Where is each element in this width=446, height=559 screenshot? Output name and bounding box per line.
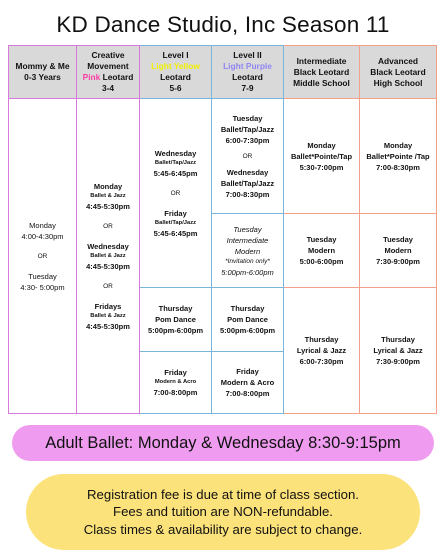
- leotard-color-yellow: Light Yellow: [151, 61, 200, 71]
- class-style: Pom Dance: [227, 315, 268, 324]
- column-intermediate: [284, 45, 360, 414]
- registration-line: Registration fee is due at time of class section.: [87, 486, 359, 502]
- adult-ballet-banner: Adult Ballet: Monday & Wednesday 8:30-9:15pm: [12, 425, 434, 461]
- level-1-main-classes: [140, 99, 211, 288]
- header-age: 7-9: [241, 83, 254, 93]
- or-label: OR: [103, 282, 113, 290]
- header-level-2: [212, 45, 284, 99]
- class-day: Thursday: [158, 304, 193, 313]
- availability-line: Class times & availability are subject to change.: [83, 521, 363, 537]
- class-day: Thursday: [304, 334, 339, 344]
- class-day: Tuesday: [28, 271, 57, 281]
- header-intermediate: [284, 45, 360, 99]
- cell-mommy-and-me: [8, 99, 77, 414]
- class-day: Friday: [164, 367, 187, 377]
- class-day: Friday: [236, 366, 259, 376]
- leotard-color-pink: Pink: [82, 72, 101, 82]
- header-mommy-and-me: [8, 45, 77, 99]
- class-style: Modern: [234, 246, 261, 256]
- leotard-label: Leotard: [100, 72, 134, 82]
- column-level-2: [212, 45, 284, 414]
- intermediate-row-1: [284, 99, 359, 214]
- class-style: Ballet/Tap/Jazz: [154, 219, 197, 226]
- column-mommy-and-me: [8, 45, 77, 414]
- registration-notice: [26, 474, 420, 550]
- level-1-modern-acro: [140, 352, 211, 412]
- class-day: Tuesday: [233, 224, 262, 234]
- class-time: 5:30-7:00pm: [299, 162, 344, 172]
- class-time: 7:30-9:00pm: [376, 257, 420, 266]
- class-time: 4:45-5:30pm: [86, 261, 130, 271]
- column-level-1: [140, 45, 212, 414]
- fees-line: Fees and tuition are NON-refundable.: [113, 504, 333, 520]
- leotard-color-purple: Light Purple: [223, 61, 272, 71]
- header-age: 0-3 Years: [24, 72, 61, 82]
- level-2-modern-acro: [212, 352, 283, 412]
- class-day: Thursday: [381, 334, 415, 344]
- class-day: Wednesday: [154, 148, 197, 158]
- class-time: 5:00pm-6:00pm: [147, 326, 204, 335]
- cell-intermediate: [284, 99, 360, 414]
- level-2-intermediate-modern: [212, 214, 283, 288]
- class-level: Intermediate: [226, 235, 269, 245]
- header-label: Level I: [162, 50, 189, 60]
- header-level-1: [140, 45, 212, 99]
- class-day: Monday: [29, 220, 56, 230]
- or-label: OR: [103, 222, 113, 230]
- header-label: Creative: [91, 50, 125, 60]
- advanced-row-1: [360, 99, 436, 214]
- or-label: OR: [170, 189, 181, 197]
- class-day: Wednesday: [87, 241, 129, 251]
- leotard-label: Black Leotard: [370, 66, 426, 77]
- class-style: Modern & Acro: [154, 378, 197, 385]
- class-style: Ballet/Tap/Jazz: [154, 159, 197, 166]
- class-day: Tuesday: [383, 235, 413, 244]
- class-time: 4:45-5:30pm: [86, 201, 130, 211]
- class-day: Fridays: [94, 301, 122, 311]
- header-age: 5-6: [169, 83, 182, 93]
- class-style: Modern: [307, 246, 336, 255]
- invitation-note: *Invitation only*: [225, 257, 270, 265]
- class-time: 4:00-4:30pm: [21, 231, 64, 241]
- column-advanced: [360, 45, 437, 414]
- class-time: 5:45-6:45pm: [153, 228, 198, 238]
- class-time: 7:00-8:00pm: [153, 387, 198, 397]
- class-style: Ballet & Jazz: [90, 192, 126, 199]
- class-day: Thursday: [230, 304, 265, 313]
- level-2-main-classes: [212, 99, 283, 214]
- or-label: OR: [242, 152, 253, 160]
- leotard-label: Leotard: [232, 72, 263, 82]
- header-age: High School: [373, 77, 423, 88]
- class-time: 7:30-9:00pm: [376, 356, 420, 366]
- class-time: 7:00-8:00pm: [225, 388, 270, 398]
- class-style: Modern & Acro: [220, 377, 275, 387]
- leotard-label: Leotard: [160, 72, 191, 82]
- intermediate-row-2: [284, 214, 359, 288]
- advanced-row-2: [360, 214, 436, 288]
- class-day: Friday: [164, 208, 187, 218]
- cell-creative-movement: [77, 99, 140, 414]
- class-time: 5:45-6:45pm: [153, 168, 198, 178]
- class-style: Ballet & Jazz: [90, 252, 126, 259]
- class-style: Lyrical & Jazz: [296, 345, 347, 355]
- class-time: 7:00-8:30pm: [376, 162, 420, 172]
- class-style: Ballet & Jazz: [90, 312, 126, 319]
- cell-advanced: [360, 99, 437, 414]
- level-2-pom-dance: [212, 288, 283, 352]
- header-label: Movement: [87, 61, 129, 71]
- class-style: Pom Dance: [155, 315, 196, 324]
- header-label: Level II: [233, 50, 262, 60]
- class-style: Modern: [384, 246, 412, 255]
- class-time: 5:00pm-6:00pm: [219, 326, 276, 335]
- header-leotard: [83, 72, 134, 83]
- class-time: 4:30- 5:00pm: [20, 282, 65, 292]
- class-day: Monday: [383, 140, 413, 150]
- cell-level-2: [212, 99, 284, 414]
- class-day: Tuesday: [306, 235, 337, 244]
- class-time: 6:00-7:30pm: [299, 356, 344, 366]
- class-day: Monday: [93, 181, 123, 191]
- header-label: Intermediate: [296, 55, 347, 66]
- class-time: 5:00pm-6:00pm: [221, 267, 274, 277]
- column-creative-movement: [77, 45, 140, 414]
- header-label: Mommy & Me: [15, 61, 70, 71]
- class-style: Ballet*Pointe /Tap: [366, 151, 430, 161]
- class-time: 5:00-6:00pm: [299, 257, 344, 266]
- header-age: 3-4: [101, 83, 115, 93]
- class-time: 4:45-5:30pm: [86, 321, 130, 331]
- intermediate-row-3: [284, 288, 359, 412]
- schedule-table: [8, 45, 437, 414]
- or-label: OR: [37, 252, 48, 260]
- class-style: Ballet/Tap/Jazz: [220, 178, 275, 188]
- header-advanced: [360, 45, 437, 99]
- advanced-row-3: [360, 288, 436, 412]
- class-day: Tuesday: [232, 113, 263, 123]
- class-style: Ballet/Tap/Jazz: [220, 124, 275, 134]
- level-1-pom-dance: [140, 288, 211, 352]
- class-day: Wednesday: [226, 167, 269, 177]
- header-creative-movement: [77, 45, 140, 99]
- class-day: Monday: [307, 140, 336, 150]
- class-time: 7:00-8:30pm: [225, 189, 270, 199]
- class-style: Lyrical & Jazz: [373, 345, 423, 355]
- cell-level-1: [140, 99, 212, 414]
- class-time: 6:00-7:30pm: [225, 135, 270, 145]
- page-title: KD Dance Studio, Inc Season 11: [56, 12, 390, 37]
- header-label: Advanced: [377, 55, 419, 66]
- class-style: Ballet*Pointe/Tap: [290, 151, 353, 161]
- header-age: Middle School: [293, 77, 350, 88]
- leotard-label: Black Leotard: [293, 66, 350, 77]
